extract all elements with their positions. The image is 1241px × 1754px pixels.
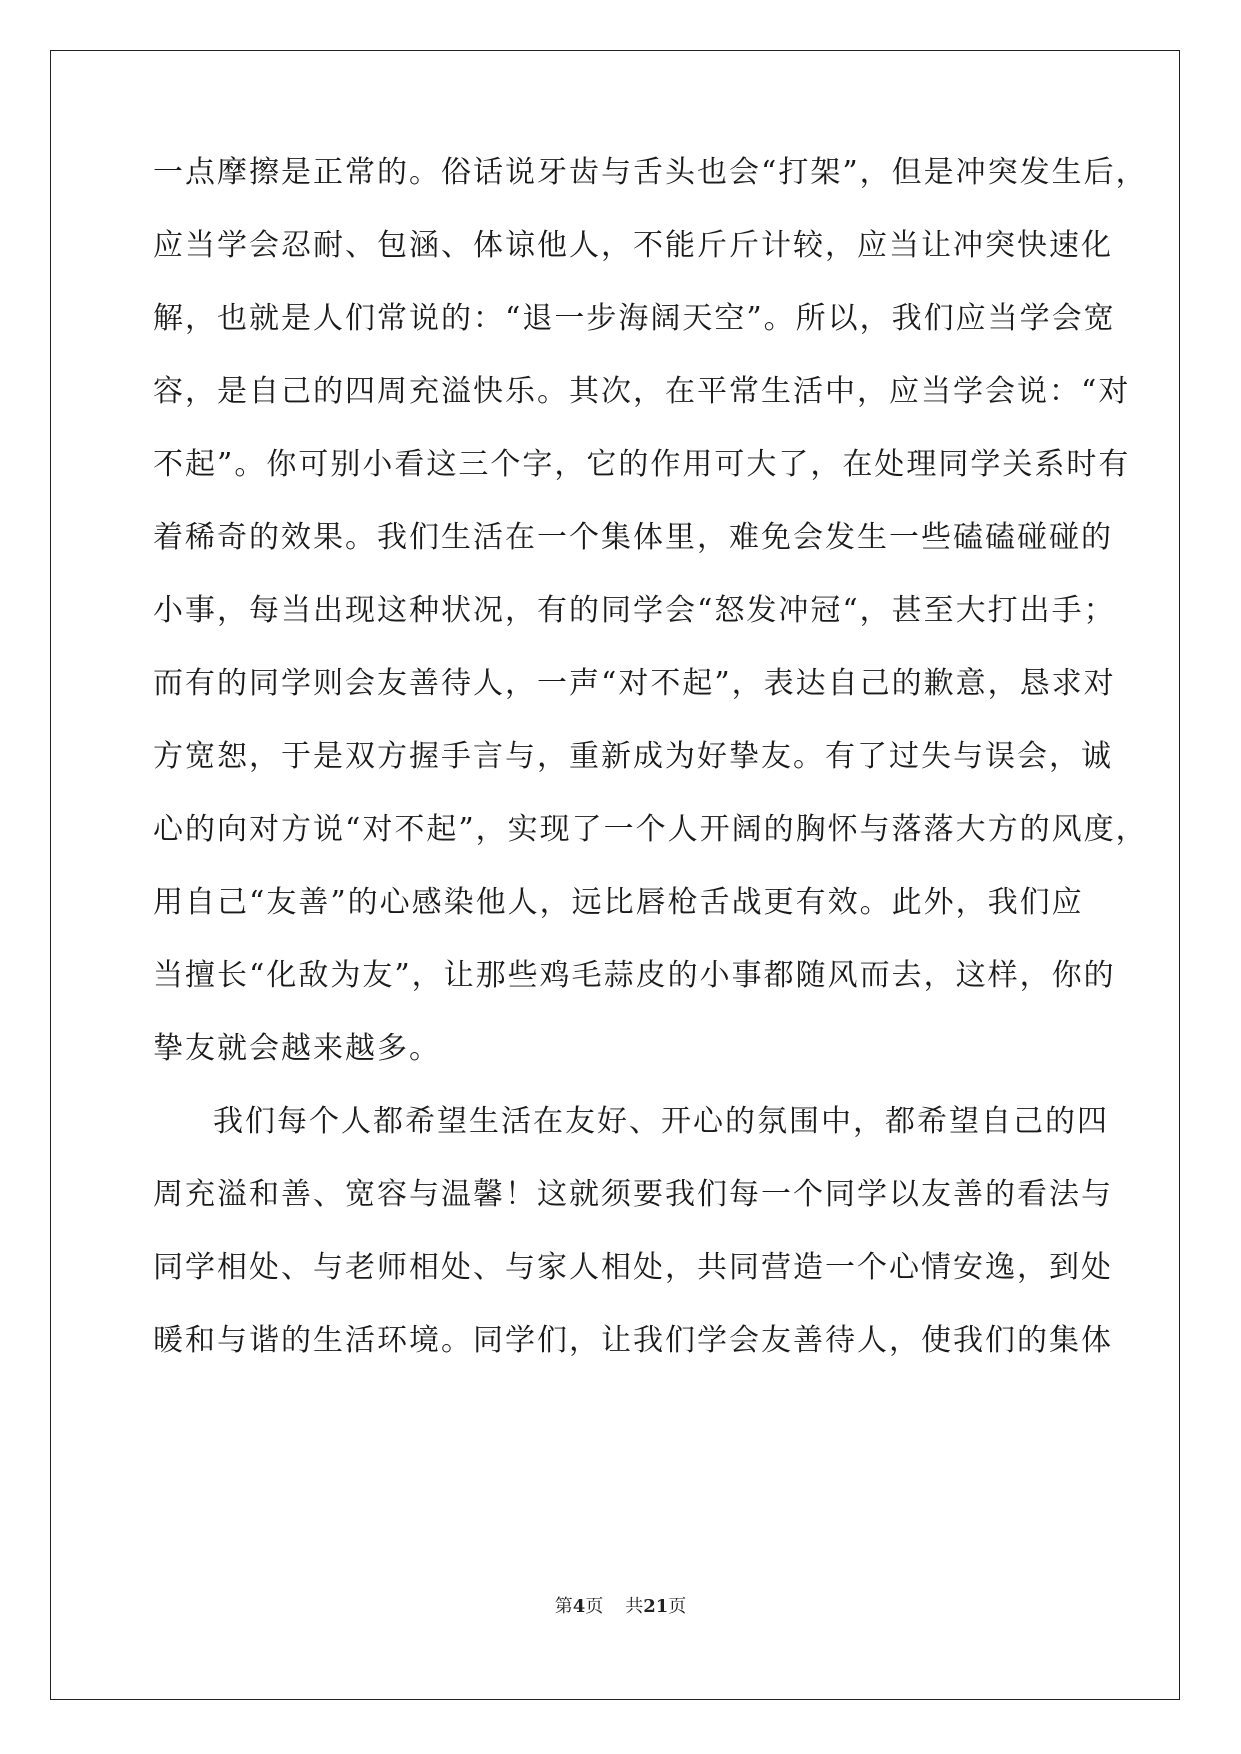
text-line: 一点摩擦是正常的。俗话说牙齿与舌头也会“打架”，但是冲突发生后， <box>153 155 1148 190</box>
text-line: 小事，每当出现这种状况，有的同学会“怒发冲冠“，甚至大打出手； <box>153 593 1116 628</box>
text-line: 解，也就是人们常说的：“退一步海阔天空”。所以，我们应当学会宽 <box>153 301 1116 336</box>
text-line: 不起”。你可别小看这三个字，它的作用可大了，在处理同学关系时有 <box>153 447 1131 482</box>
page-prefix: 第 <box>554 1596 573 1617</box>
total-prefix: 共 <box>625 1596 644 1617</box>
paragraph-first-line: 我们每个人都希望生活在友好、开心的氛围中，都希望自己的四 <box>213 1104 1109 1139</box>
text-line: 着稀奇的效果。我们生活在一个集体里，难免会发生一些磕磕碰碰的 <box>153 520 1113 555</box>
text-line: 方宽恕，于是双方握手言与，重新成为好挚友。有了过失与误会，诚 <box>153 739 1113 774</box>
text-line: 挚友就会越来越多。 <box>153 1031 441 1066</box>
text-line: 应当学会忍耐、包涵、体谅他人，不能斤斤计较，应当让冲突快速化 <box>153 228 1113 263</box>
total-suffix: 页 <box>668 1596 687 1617</box>
text-line: 用自己“友善”的心感染他人，远比唇枪舌战更有效。此外，我们应 <box>153 885 1084 920</box>
text-line: 容，是自己的四周充溢快乐。其次，在平常生活中，应当学会说：“对 <box>153 374 1131 409</box>
text-line: 同学相处、与老师相处、与家人相处，共同营造一个心情安逸，到处 <box>153 1250 1113 1285</box>
text-line: 而有的同学则会友善待人，一声“对不起”，表达自己的歉意，恳求对 <box>153 666 1116 701</box>
text-line: 心的向对方说“对不起”，实现了一个人开阔的胸怀与落落大方的风度， <box>153 812 1148 847</box>
text-line: 暖和与谐的生活环境。同学们，让我们学会友善待人，使我们的集体 <box>153 1323 1113 1358</box>
page-suffix: 页 <box>585 1596 604 1617</box>
text-line: 周充溢和善、宽容与温馨！这就须要我们每一个同学以友善的看法与 <box>153 1177 1113 1212</box>
page-footer <box>0 1592 1241 1618</box>
total-pages: 21 <box>643 1596 669 1617</box>
page-number: 4 <box>572 1596 586 1617</box>
text-line: 当擅长“化敌为友”，让那些鸡毛蒜皮的小事都随风而去，这样，你的 <box>153 958 1116 993</box>
